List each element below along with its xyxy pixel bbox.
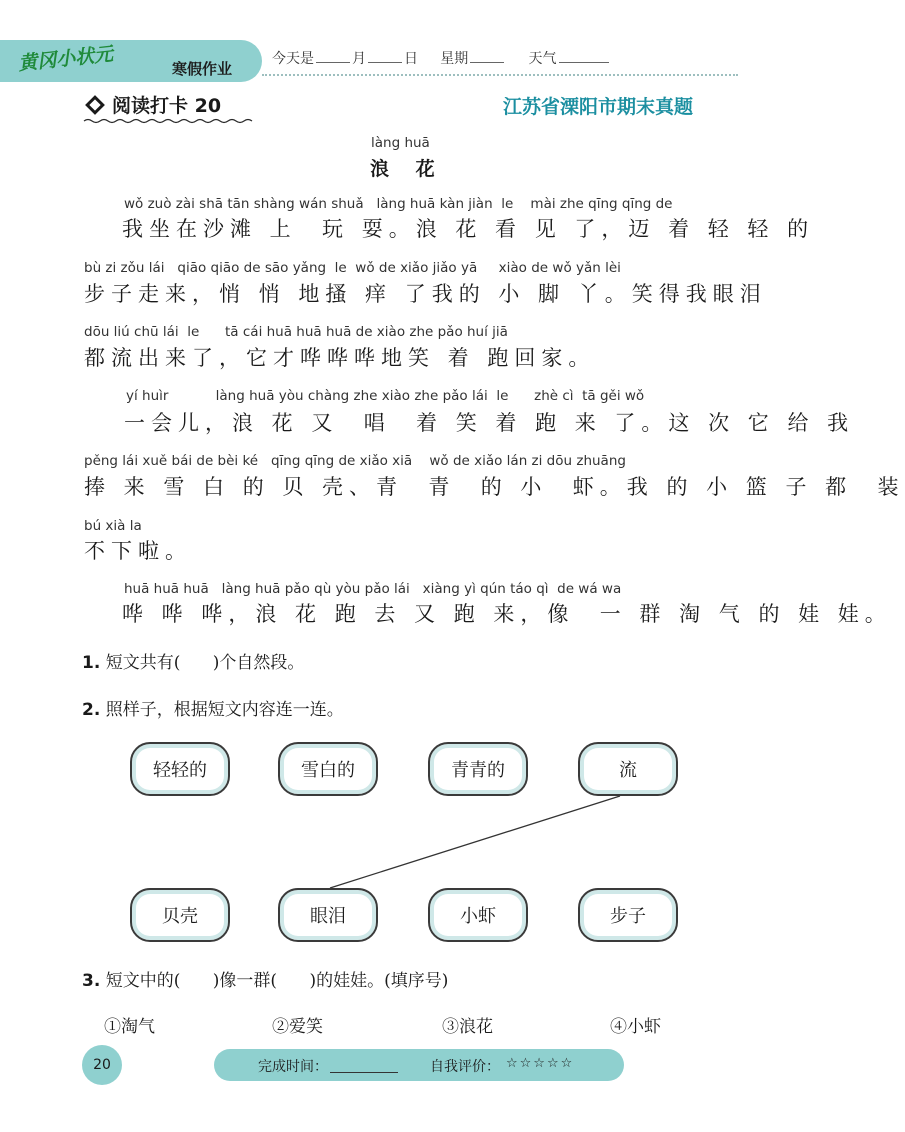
word-box-bottom[interactable]: 眼泪	[278, 888, 378, 942]
date-today-label: 今天是	[272, 51, 314, 67]
word-box-top[interactable]: 流	[578, 742, 678, 796]
story-title: 浪 花	[370, 158, 445, 180]
question-number: 1.	[82, 653, 101, 673]
story-title-pinyin: làng huā	[371, 135, 430, 151]
passage-line: 不下啦。	[84, 539, 192, 563]
passage-line: 捧 来 雪 白 的 贝 壳、青 青 的 小 虾。我 的 小 篮 子 都 装	[84, 475, 905, 499]
passage-line: 我坐在沙滩 上 玩 耍。浪 花 看 见 了，迈 着 轻 轻 的	[122, 217, 815, 241]
option-item[interactable]: ②爱笑	[272, 1017, 323, 1037]
passage-line: 步子走来，悄 悄 地搔 痒 了我的 小 脚 丫。笑得我眼泪	[84, 282, 767, 306]
question-text: 照样子，根据短文内容连一连。	[105, 700, 344, 720]
page-number: 20	[82, 1045, 122, 1085]
word-box-bottom[interactable]: 步子	[578, 888, 678, 942]
word-box-bottom[interactable]: 小虾	[428, 888, 528, 942]
word-box-top[interactable]: 雪白的	[278, 742, 378, 796]
brand-subtitle: 寒假作业	[172, 60, 233, 78]
question-number: 2.	[82, 700, 101, 720]
passage-line: 哗 哗 哗，浪 花 跑 去 又 跑 来，像 一 群 淘 气 的 娃 娃。	[122, 602, 892, 626]
word-box-top[interactable]: 青青的	[428, 742, 528, 796]
date-day-label: 日	[404, 51, 418, 67]
question-text: 短文中的( )像一群( )的娃娃。(填序号)	[105, 971, 449, 991]
pinyin-line: pěng lái xuě bái de bèi ké qīng qīng de xiǎo xiā wǒ de xiǎo lán zi dōu zhuāng	[84, 453, 626, 469]
pinyin-line: dōu liú chū lái le tā cái huā huā huā de xiào zhe pǎo huí jiā	[84, 324, 508, 340]
date-weather-label: 天气	[528, 51, 557, 67]
completion-time-blank[interactable]	[330, 1072, 398, 1073]
date-month-label: 月	[352, 51, 366, 67]
question-3	[82, 966, 448, 991]
option-item[interactable]: ④小虾	[610, 1017, 661, 1037]
option-item[interactable]: ③浪花	[442, 1017, 493, 1037]
self-evaluation-label: 自我评价：	[430, 1059, 500, 1075]
pinyin-line: bù zi zǒu lái qiāo qiāo de sāo yǎng le wǒ de xiǎo jiǎo yā xiào de wǒ yǎn lèi	[84, 260, 621, 276]
passage-line: 都流出来了，它才哗哗哗地笑 着 跑回家。	[84, 346, 596, 370]
pinyin-line: huā huā huā làng huā pǎo qù yòu pǎo lái xiàng yì qún táo qì de wá wa	[124, 581, 622, 597]
pinyin-line: bú xià la	[84, 518, 142, 534]
brand-logo: 黄冈小状元	[17, 43, 115, 75]
pinyin-line: wǒ zuò zài shā tān shàng wán shuǎ làng huā kàn jiàn le mài zhe qīng qīng de	[124, 196, 673, 212]
passage-line: 一会儿，浪 花 又 唱 着 笑 着 跑 来 了。这 次 它 给 我	[124, 411, 855, 435]
rating-stars[interactable]: ☆☆☆☆☆	[506, 1056, 575, 1071]
completion-time-label: 完成时间：	[258, 1059, 328, 1075]
question-text: 短文共有( )个自然段。	[105, 653, 305, 673]
question-number: 3.	[82, 971, 101, 991]
word-box-bottom[interactable]: 贝壳	[130, 888, 230, 942]
punch-title: 阅读打卡 20	[112, 95, 222, 117]
exam-source-title: 江苏省溧阳市期末真题	[503, 96, 694, 118]
example-connect-line	[330, 796, 620, 888]
pinyin-line: yí huìr làng huā yòu chàng zhe xiào zhe pǎo lái le zhè cì tā gěi wǒ	[126, 388, 645, 404]
word-box-top[interactable]: 轻轻的	[130, 742, 230, 796]
date-weekday-label: 星期	[440, 51, 469, 67]
option-item[interactable]: ①淘气	[104, 1017, 155, 1037]
